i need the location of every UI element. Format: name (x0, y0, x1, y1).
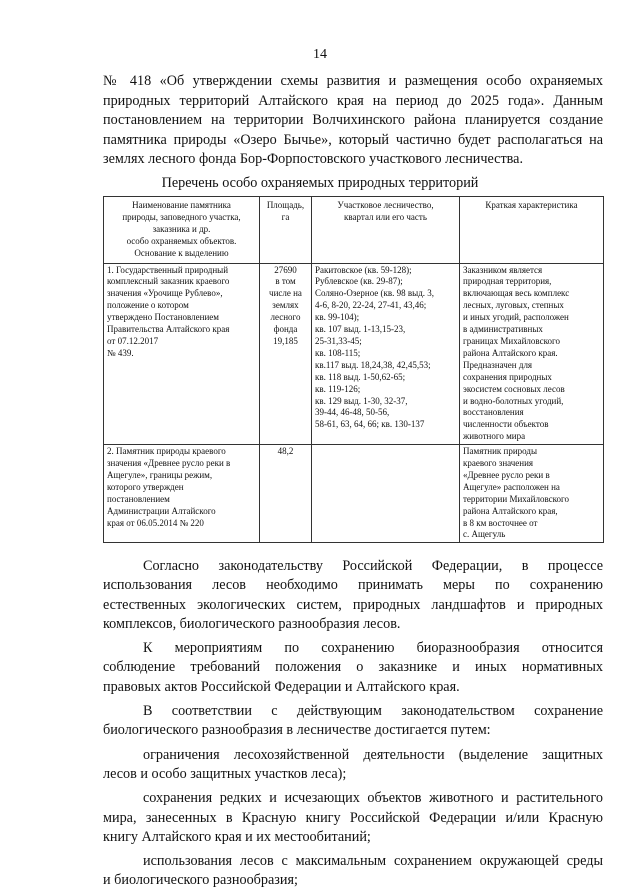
table-row (104, 445, 604, 543)
cell-forestry: Ракитовское (кв. 59-128); Рублевское (кв. 29-87); Соляно-Озерное (кв. 98 выд. 3, 4-6, 8-20, 22-24, 27-41, 43,46; кв. 99-104); кв. 107 выд. 1-13,15-23, 25-31,33-45; кв. 108-115; кв.117 выд. 18,24,38, 42,45,53; кв. 118 выд. 1-50,62-65; кв. 119-126; кв. 129 выд. 1-30, 32-37, 39-44, 46-48, 50-56, 58-61, 63, 64, 66; кв. 130-137 (312, 263, 460, 445)
cell-description: Заказником является природная территория, включающая весь комплекс лесных, луговых, степных и иных угодий, расположен в административных границах Михайловского района Алтайского края. Предназначен для сохранения природных экосистем сосновых лесов и водно-болотных угодий, восстановления численности объектов животного мира (460, 263, 604, 445)
cell-name: 1. Государственный природный комплексный заказник краевого значения «Урочище Рублево», положение о котором утверждено Постановлением Правительства Алтайского края от 07.12.2017 № 439. (104, 263, 260, 445)
table-row (104, 263, 604, 445)
table-header-row (104, 197, 604, 264)
header-description: Краткая характеристика (460, 197, 604, 264)
list-item: сохранения редких и исчезающих объектов животного и растительного мира, занесенных в Красную книгу Российской Федерации и/или Красную книгу Алтайского края и их местообитаний; (103, 790, 603, 845)
table-caption: Перечень особо охраняемых природных территорий (161, 175, 479, 191)
list-item: ограничения лесохозяйственной деятельности (выделение защитных лесов и особо защитных участков леса); (103, 746, 603, 782)
body-text (103, 557, 603, 896)
intro-line: постановлением на территории Волчихинского района планируется создание (103, 112, 603, 128)
page-number: 14 (313, 47, 327, 62)
paragraph: К мероприятиям по сохранению биоразнообразия относится соблюдение требований положения о заказнике и иных нормативных правовых актов Российской Федерации и Алтайского края. (103, 640, 603, 695)
intro-paragraph (103, 72, 603, 170)
header-area: Площадь, га (260, 197, 312, 264)
cell-name: 2. Памятник природы краевого значения «Древнее русло реки в Ащегуле», границы режим, которого утвержден постановлением Администрации Алтайского края от 06.05.2014 № 220 (104, 445, 260, 543)
intro-line: природных территорий Алтайского края на период до 2025 года». Данным (103, 92, 603, 109)
header-forestry: Участковое лесничество, квартал или его часть (312, 197, 460, 264)
cell-forestry (312, 445, 460, 543)
intro-line: памятника природы «Озеро Бычье», который частично будет располагаться на (103, 131, 603, 148)
cell-area: 27690 в том числе на землях лесного фонда 19,185 (260, 263, 312, 445)
list-item: использования лесов с максимальным сохранением окружающей среды и биологического разнообразия; (103, 853, 603, 889)
paragraph: Согласно законодательству Российской Федерации, в процессе использования лесов необходимо принимать меры по сохранению естественных экологических систем, природных ландшафтов и природных комплексов, биологического разнообразия лесов. (103, 558, 603, 632)
protected-areas-table (103, 196, 604, 543)
cell-area: 48,2 (260, 445, 312, 543)
header-name: Наименование памятника природы, заповедного участка, заказника и др. особо охраняемых объектов. Основание к выделению (104, 197, 260, 264)
intro-line: № 418 «Об утверждении схемы развития и размещения особо охраняемых (103, 73, 603, 89)
cell-description: Памятник природы краевого значения «Древнее русло реки в Ащегуле» расположен на территории Михайловского района Алтайского края, в 8 км восточнее от с. Ащегуль (460, 445, 604, 543)
intro-line: землях лесного фонда Бор-Форпостовского участкового лесничества. (103, 151, 524, 167)
paragraph: В соответствии с действующим законодательством сохранение биологического разнообразия в лесничестве достигается путем: (103, 703, 603, 739)
